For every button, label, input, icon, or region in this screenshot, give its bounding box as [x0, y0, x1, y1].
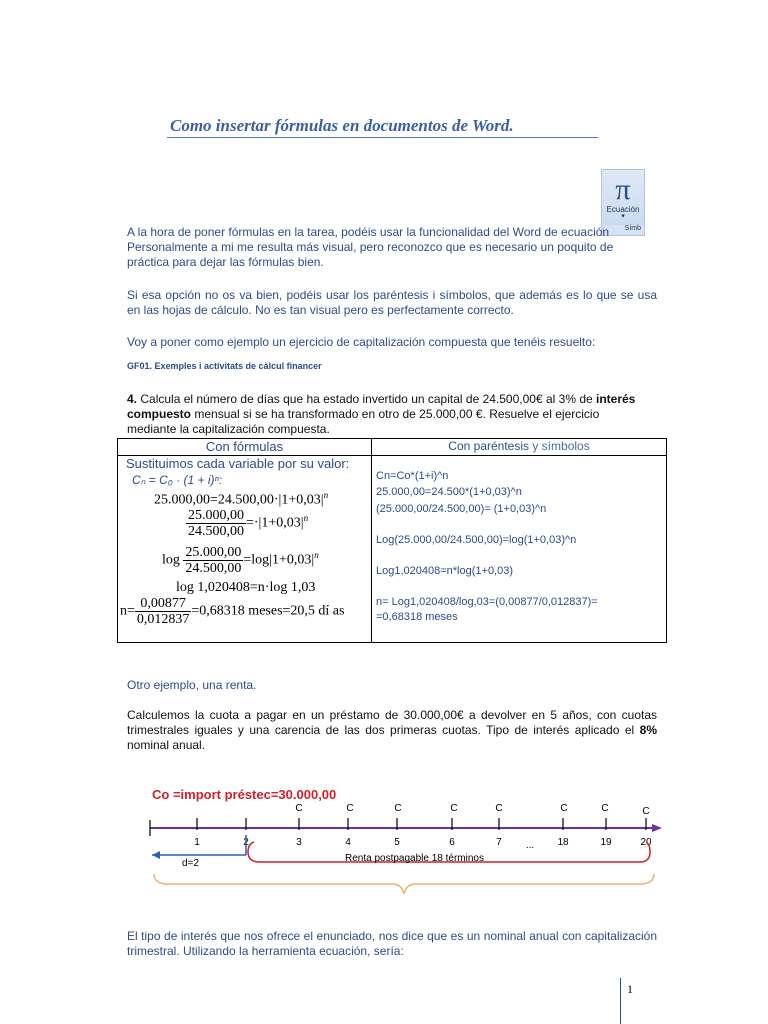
timeline-header: Co =import préstec=30.000,00 [152, 787, 337, 802]
payment-c-label: C [346, 803, 354, 814]
timeline-arrowhead [652, 824, 662, 832]
renta-text-2: nominal anual. [127, 738, 206, 752]
fraction-5-numerator: 0,00877 [135, 596, 192, 612]
fraction-2-numerator: 25.000,00 [188, 508, 244, 523]
renta-label: Renta postpagable 18 términos [345, 853, 484, 864]
timeline-c-labels [295, 803, 649, 817]
paragraph-renta-intro: Otro ejemplo, una renta. [127, 678, 257, 692]
equation-line-2-rest: =·|1+0,03| [246, 515, 304, 531]
equation-line-5-post: =0,68318 meses=20,5 dí as [191, 603, 345, 619]
equation-line-5-pre: n= [120, 603, 135, 619]
exercise-text-2: mensual si se ha transformado en otro de 25.000,00 €. Resuelve el ejercicio mediante la capitalización compuesta. [127, 407, 600, 436]
renta-bold: 8% [639, 723, 657, 737]
paren-line-6: n= Log1,020408/log,03=(0,00877/0,012837)= [376, 596, 598, 608]
document-title: Como insertar fórmulas en documentos de Word. [170, 116, 514, 135]
payment-c-label: C [295, 803, 303, 814]
grace-arrow-icon [152, 851, 160, 859]
fraction-3-denominator: 24.500,00 [185, 561, 242, 576]
payment-c-label: C [450, 803, 458, 814]
timeline-tick-label: 1 [194, 837, 200, 848]
payment-c-label: C [495, 803, 503, 814]
paren-line-3: (25.000,00/24.500,00)= (1+0,03)^n [376, 503, 547, 515]
section-heading: GF01. Exemples i activitats de càlcul financer [127, 361, 322, 371]
equation-button-label: Ecuación [606, 205, 640, 214]
payment-c-label: C [642, 806, 650, 817]
fraction-2-denominator: 24.500,00 [188, 524, 244, 539]
exponent-n-3: n [314, 550, 319, 561]
table-header-parentheses-rest: y símbolos [529, 439, 590, 453]
equation-line-3-rest: =log|1+0,03| [243, 552, 315, 568]
page-number-bar [620, 978, 621, 1024]
formulas-intro: Sustituimos cada variable por su valor: [126, 456, 350, 471]
exercise-text-1: Calcula el número de días que ha estado invertido un capital de 24.500,00€ al 3% de [137, 392, 596, 406]
payment-c-label: C [394, 803, 402, 814]
equation-line-1-text: 25.000,00=24.500,00·|1+0,03| [154, 492, 324, 508]
pi-icon: π [615, 173, 631, 206]
paragraph-parentheses: Si esa opción no os va bien, podéis usar los paréntesis i símbolos, que además es lo que se usa en las hojas de cálculo. No es tan visual pero es perfectamente correcto. [127, 288, 657, 317]
exercise-number: 4. [127, 392, 138, 406]
renta-text-1: Calculemos la cuota a pagar en un préstamo de 30.000,00€ a devolver en 5 años, con cuotas trimestrales iguales y una carencia de las dos primeras cuotas. Tipo de interés aplicado el [127, 708, 657, 737]
paren-line-5: Log1,020408=n*log(1+0,03) [376, 565, 514, 577]
paragraph-final: El tipo de interés que nos ofrece el enunciado, nos dice que es un nominal anual con capitalización trimestral. Utilizando la herramienta ecuación, sería: [127, 929, 657, 958]
timeline-tick-label: 6 [449, 837, 455, 848]
table-header-formulas: Con fórmulas [118, 439, 372, 456]
paren-line-4: Log(25.000,00/24.500,00)=log(1+0,03)^n [376, 534, 577, 546]
total-brace [154, 874, 654, 894]
paragraph-intro-1: A la hora de poner fórmulas en la tarea, podéis usar la funcionalidad del Word de ecuación [127, 225, 610, 239]
paren-line-1: Cn=Co*(1+i)^n [376, 470, 449, 482]
payment-c-label: C [560, 803, 568, 814]
log-label: log [162, 552, 180, 568]
equation-line-4: log 1,020408=n·log 1,03 [176, 580, 316, 595]
exercise-bold: interés compuesto [127, 392, 636, 421]
timeline-tick-label: 4 [345, 837, 351, 848]
timeline-ticks [194, 818, 652, 851]
table-header-parentheses-strong: Con paréntesis [448, 439, 530, 453]
paragraph-example: Voy a poner como ejemplo un ejercicio de capitalización compuesta que tenéis resuelto: [127, 335, 596, 349]
page-number: 1 [627, 982, 633, 996]
timeline-tick-label: 2 [243, 837, 249, 848]
timeline-tick-label: 19 [600, 837, 612, 848]
exponent-n: n [323, 490, 329, 500]
paren-line-2: 25.000,00=24.500*(1+0,03)^n [376, 486, 522, 498]
timeline-tick-label: 3 [296, 837, 302, 848]
grace-label: d=2 [182, 858, 199, 869]
dropdown-arrow-icon: ▾ [621, 213, 625, 220]
symbols-label: Símb [602, 225, 644, 235]
timeline-tick-label: 7 [496, 837, 502, 848]
timeline-tick-label: 20 [640, 837, 652, 848]
timeline-tick-label: 18 [557, 837, 569, 848]
formula-definition: Cₙ = C₀ · (1 + i)ⁿ: [132, 473, 223, 487]
exponent-n-2: n [303, 513, 309, 524]
payment-c-label: C [601, 803, 609, 814]
paren-line-7: =0,68318 meses [376, 611, 458, 623]
fraction-3-numerator: 25.000,00 [185, 545, 242, 560]
fraction-5-denominator: 0,012837 [136, 612, 190, 627]
timeline-tick-label: 5 [394, 837, 400, 848]
timeline-tick-label: ... [525, 840, 535, 851]
paragraph-intro-2: Personalmente a mi me resulta más visual, pero reconozco que es necesario un poquito de práctica para dejar las fórmulas bien. [127, 240, 614, 269]
